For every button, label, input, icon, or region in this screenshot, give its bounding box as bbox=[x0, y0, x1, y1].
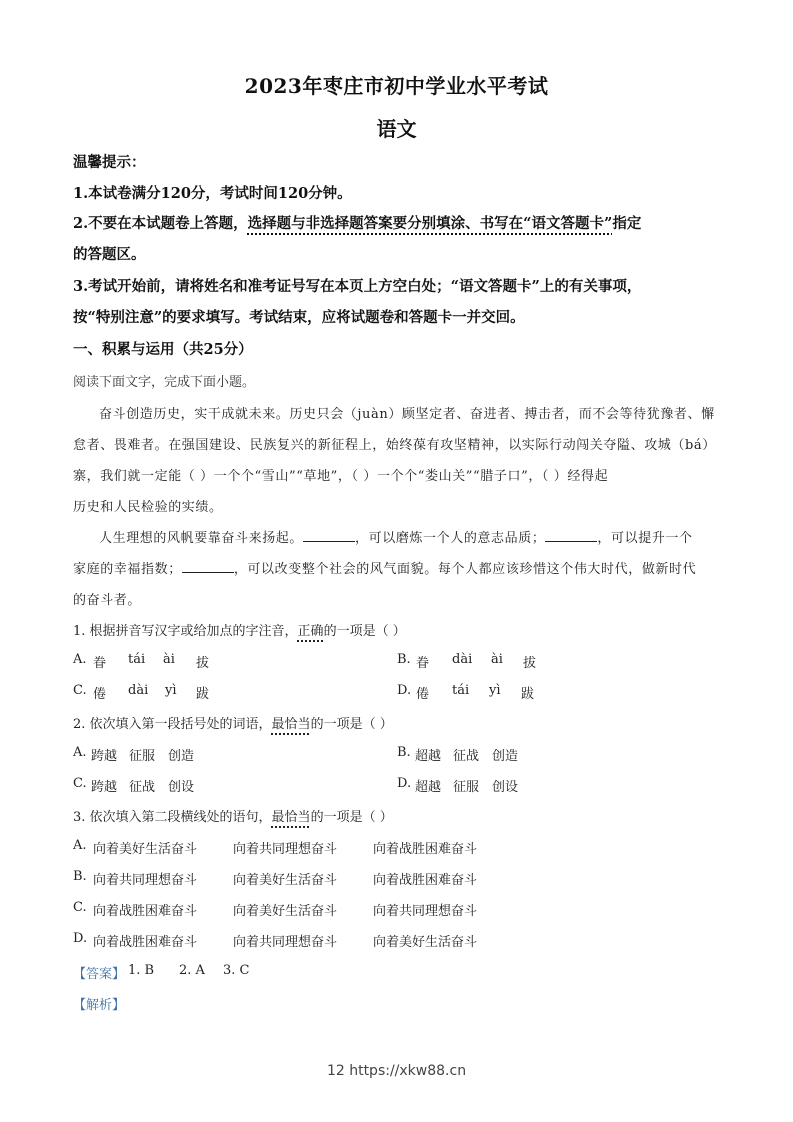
q2-option-b[interactable] bbox=[397, 745, 519, 764]
option-label: D. bbox=[397, 776, 412, 791]
q3-option-d[interactable] bbox=[73, 931, 478, 950]
option-cell: yì bbox=[165, 683, 177, 698]
fill-blank-2 bbox=[545, 529, 597, 542]
option-cell: 创造 bbox=[168, 749, 195, 764]
stem-emphasis: 最恰当 bbox=[271, 810, 311, 825]
option-cell: 跋 bbox=[521, 687, 535, 702]
tip-item-2-part1: 2.不要在本试题卷上答题， bbox=[73, 215, 248, 232]
analysis-label: 【解析】 bbox=[73, 998, 126, 1013]
answer-value-2: 2. A bbox=[179, 963, 205, 978]
q2-option-c[interactable] bbox=[73, 776, 195, 795]
stem-text: 1. 根据拼音写汉字或给加点的字注音， bbox=[73, 624, 298, 639]
option-cell: 拔 bbox=[196, 656, 210, 671]
stem-text: 2. 依次填入第一段括号处的词语， bbox=[73, 717, 272, 732]
tip-item-2 bbox=[73, 212, 641, 233]
option-cell: 倦 bbox=[416, 687, 430, 702]
option-label: C. bbox=[73, 900, 87, 915]
tips-heading: 温馨提示： bbox=[73, 154, 146, 171]
q1-option-d[interactable] bbox=[397, 683, 535, 702]
paragraph2-text: 家庭的幸福指数； bbox=[73, 562, 182, 577]
exam-subject: 语文 bbox=[376, 117, 417, 141]
option-label: D. bbox=[397, 683, 412, 698]
option-label: A. bbox=[73, 745, 87, 760]
option-label: C. bbox=[73, 683, 87, 698]
option-cell: 向着战胜困难奋斗 bbox=[93, 904, 198, 919]
tip-item-3: 3.考试开始前，请将姓名和准考证号写在本页上方空白处；“语文答题卡”上的有关事项， bbox=[73, 278, 642, 295]
q1-option-a[interactable] bbox=[73, 652, 210, 671]
reading-instruction: 阅读下面文字，完成下面小题。 bbox=[73, 375, 256, 390]
option-label: A. bbox=[73, 838, 87, 853]
option-cell: yì bbox=[489, 683, 501, 698]
fill-blank-3 bbox=[182, 560, 234, 573]
option-cell: 征战 bbox=[453, 749, 480, 764]
option-cell: ài bbox=[491, 652, 503, 667]
paragraph2-line3: 的奋斗者。 bbox=[73, 593, 142, 608]
option-cell: tái bbox=[128, 652, 146, 667]
tip-item-2-cont: 的答题区。 bbox=[73, 246, 146, 263]
option-cell: 眷 bbox=[93, 656, 107, 671]
option-label: A. bbox=[73, 652, 87, 667]
option-cell: dài bbox=[128, 683, 149, 698]
option-cell: 创造 bbox=[492, 749, 519, 764]
paragraph2-text: ，可以改变整个社会的风气面貌。每个人都应该珍惜这个伟大时代，做新时代 bbox=[233, 562, 697, 577]
paragraph1-line3: 寨，我们就一定能（ ）一个个“雪山”“草地”，（ ）一个个“娄山关”“腊子口”，（ ）经得起 bbox=[73, 469, 609, 484]
section-heading: 一、积累与运用（共25分） bbox=[73, 341, 253, 358]
option-label: D. bbox=[73, 931, 88, 946]
option-cell: 向着战胜困难奋斗 bbox=[373, 873, 478, 888]
option-cell: 向着战胜困难奋斗 bbox=[373, 842, 478, 857]
tip-item-2-part3: 指定 bbox=[612, 215, 642, 232]
option-cell: 跨越 bbox=[91, 780, 118, 795]
paragraph2-line2 bbox=[73, 558, 723, 577]
option-cell: 向着共同理想奋斗 bbox=[93, 873, 198, 888]
option-cell: 向着美好生活奋斗 bbox=[93, 842, 198, 857]
option-cell: 向着美好生活奋斗 bbox=[233, 873, 338, 888]
option-label: C. bbox=[73, 776, 87, 791]
question-3-stem bbox=[73, 806, 393, 825]
paragraph2-text: ，可以磨炼一个人的意志品质； bbox=[355, 531, 546, 546]
q2-option-d[interactable] bbox=[397, 776, 519, 795]
stem-emphasis: 正确 bbox=[297, 624, 324, 639]
option-cell: 征战 bbox=[129, 780, 156, 795]
answer-value-1: 1. B bbox=[128, 963, 155, 978]
option-cell: 向着共同理想奋斗 bbox=[373, 904, 478, 919]
paragraph2-text: 人生理想的风帆要靠奋斗来扬起。 bbox=[99, 531, 304, 546]
tip-item-1: 1.本试卷满分120分，考试时间120分钟。 bbox=[73, 185, 352, 202]
question-2-stem bbox=[73, 713, 393, 732]
option-cell: 眷 bbox=[416, 656, 430, 671]
option-cell: 向着战胜困难奋斗 bbox=[93, 935, 198, 950]
q2-option-a[interactable] bbox=[73, 745, 195, 764]
option-cell: 向着共同理想奋斗 bbox=[233, 935, 338, 950]
q1-option-b[interactable] bbox=[397, 652, 537, 671]
exam-title: 2023年枣庄市初中学业水平考试 bbox=[244, 74, 549, 98]
option-cell: dài bbox=[452, 652, 473, 667]
question-1-stem bbox=[73, 620, 406, 639]
stem-emphasis: 最恰当 bbox=[271, 717, 311, 732]
option-cell: 创设 bbox=[492, 780, 519, 795]
stem-text: 的一项是（ ） bbox=[323, 624, 406, 639]
paragraph2-text: ，可以提升一个 bbox=[597, 531, 693, 546]
option-cell: 拔 bbox=[523, 656, 537, 671]
page-footer: 12 https://xkw88.cn bbox=[326, 1063, 467, 1079]
option-cell: tái bbox=[452, 683, 470, 698]
option-cell: 跋 bbox=[196, 687, 210, 702]
fill-blank-1 bbox=[303, 529, 355, 542]
option-cell: 创设 bbox=[168, 780, 195, 795]
option-cell: 超越 bbox=[415, 749, 442, 764]
q3-option-b[interactable] bbox=[73, 869, 478, 888]
option-cell: 征服 bbox=[129, 749, 156, 764]
option-label: B. bbox=[397, 652, 411, 667]
stem-text: 的一项是（ ） bbox=[310, 810, 393, 825]
q3-option-a[interactable] bbox=[73, 838, 478, 857]
option-cell: 向着共同理想奋斗 bbox=[233, 842, 338, 857]
paragraph1-line2: 怠者、畏难者。在强国建设、民族复兴的新征程上，始终葆有攻坚精神，以实际行动闯关夺隘、攻城（bá） bbox=[73, 438, 716, 453]
option-cell: 超越 bbox=[415, 780, 442, 795]
tip-item-3-cont: 按“特别注意”的要求填写。考试结束，应将试题卷和答题卡一并交回。 bbox=[73, 309, 525, 326]
option-label: B. bbox=[73, 869, 87, 884]
answer-value-3: 3. C bbox=[223, 963, 250, 978]
paragraph2-line1 bbox=[99, 527, 749, 546]
paragraph1-line4: 历史和人民检验的实绩。 bbox=[73, 500, 223, 515]
q3-option-c[interactable] bbox=[73, 900, 478, 919]
option-cell: 倦 bbox=[93, 687, 107, 702]
option-cell: 征服 bbox=[453, 780, 480, 795]
tip-item-2-emphasis: 选择题与非选择题答案要分别填涂、书写在“语文答题卡” bbox=[247, 215, 613, 232]
answer-label: 【答案】 bbox=[73, 967, 126, 982]
option-cell: 向着美好生活奋斗 bbox=[373, 935, 478, 950]
option-cell: 向着美好生活奋斗 bbox=[233, 904, 338, 919]
option-cell: ài bbox=[163, 652, 175, 667]
q1-option-c[interactable] bbox=[73, 683, 210, 702]
paragraph1-line1: 奋斗创造历史，实干成就未来。历史只会（juàn）顾坚定者、奋进者、搏击者，而不会等待犹豫者、懈 bbox=[99, 407, 715, 422]
answer-line bbox=[73, 963, 250, 982]
option-label: B. bbox=[397, 745, 411, 760]
stem-text: 的一项是（ ） bbox=[310, 717, 393, 732]
option-cell: 跨越 bbox=[91, 749, 118, 764]
stem-text: 3. 依次填入第二段横线处的语句， bbox=[73, 810, 272, 825]
